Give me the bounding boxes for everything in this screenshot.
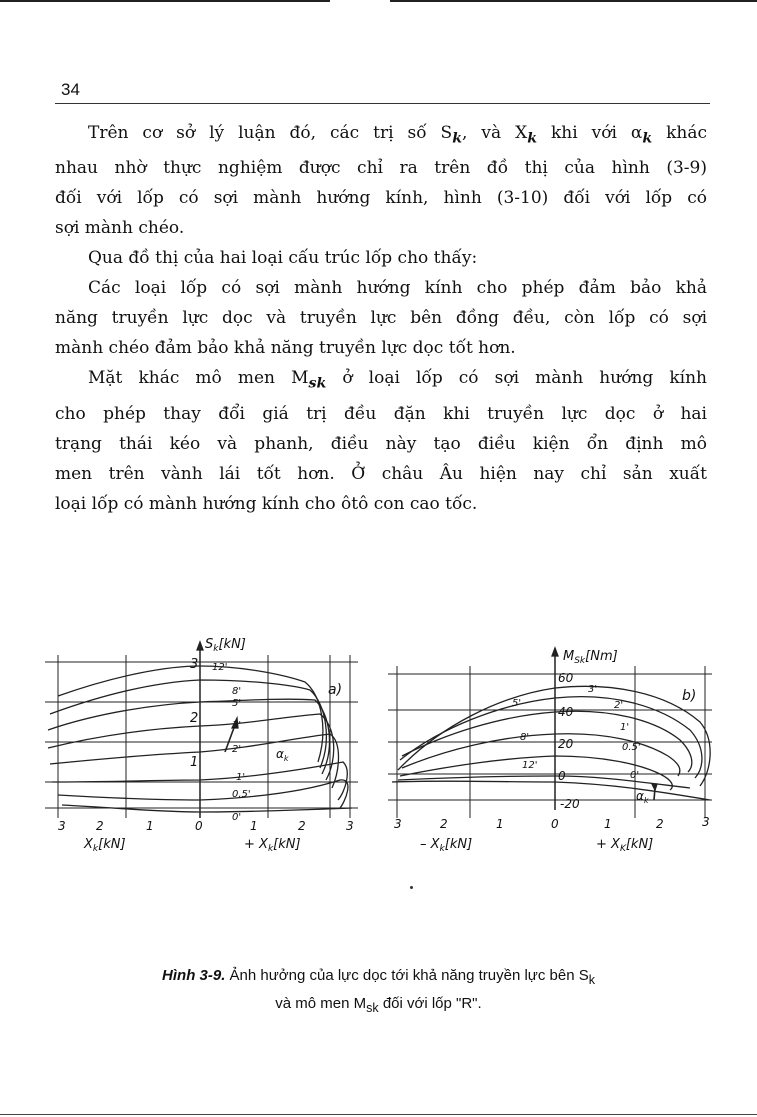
right-curve-label-05: 0.5'	[622, 742, 641, 753]
left-texts	[58, 637, 354, 854]
right-y-label: $M_{Sk}[Nm]$	[563, 649, 618, 666]
right-y-tick-neg20: -20	[560, 797, 580, 811]
right-x-label-right: + $X_K[kN]$	[596, 837, 654, 854]
left-x-tick-3: 3	[58, 819, 66, 833]
left-x-tick-r1: 1	[250, 819, 258, 833]
right-x-tick-1: 1	[496, 817, 504, 831]
header-rule	[55, 103, 710, 104]
right-graph	[388, 648, 712, 818]
right-x-label-left: – $X_k[kN]$	[420, 837, 473, 854]
p1-line-4: sợi mành chéo.	[55, 218, 185, 239]
left-curve-label-5: 5'	[232, 698, 242, 709]
p3-line-3: mành chéo đảm bảo khả năng truyền lực dọc tốt hơn.	[55, 338, 516, 359]
left-x-tick-0: 0	[195, 819, 203, 833]
right-curve-label-1: 1'	[620, 722, 630, 733]
right-y-tick-20: 20	[558, 737, 574, 751]
left-y-arrow	[197, 642, 203, 650]
left-curve-label-8: 8'	[232, 686, 242, 697]
right-y-tick-40: 40	[558, 705, 574, 719]
left-x-tick-r2: 2	[298, 819, 306, 833]
caption-label: Hình 3-9.	[162, 967, 226, 984]
right-x-tick-2: 2	[440, 817, 448, 831]
figure-drawing	[0, 630, 757, 870]
right-y-arrow	[552, 648, 558, 656]
p1-line-2: nhau nhờ thực nghiệm được chỉ ra trên đồ thị của hình (3-9)	[55, 158, 707, 179]
right-curve-label-0: 0'	[630, 770, 640, 781]
left-curve-label-05: 0,5'	[232, 789, 251, 800]
p4-line-3: trạng thái kéo và phanh, điều này tạo điều kiện ổn định mô	[55, 433, 707, 454]
left-y-tick-3: 3	[190, 657, 199, 672]
right-panel-label: b)	[682, 688, 697, 704]
figure-caption	[0, 964, 757, 1020]
page-number: 34	[61, 80, 80, 99]
figure-3-9	[0, 630, 757, 870]
right-y-tick-0: 0	[558, 769, 566, 783]
right-curve-label-3: 3'	[588, 684, 598, 695]
p4-line-5: loại lốp có mành hướng kính cho ôtô con cao tốc.	[55, 493, 478, 514]
left-panel-label: a)	[328, 682, 343, 698]
left-x-label-left: $X_k[kN]$	[84, 837, 126, 854]
left-x-tick-r3: 3	[346, 819, 354, 833]
right-y-tick-60: 60	[558, 671, 574, 685]
p1-line-3: đối với lốp có sợi mành hướng kính, hình (3-10) đối với lốp có	[55, 188, 707, 209]
top-edge-gap	[330, 0, 390, 3]
right-curve-label-8: 8'	[520, 732, 530, 743]
right-x-tick-r3: 3	[702, 815, 710, 829]
p4-line-4: men trên vành lái tốt hơn. Ở châu Âu hiện nay chỉ sản xuất	[55, 463, 707, 484]
left-x-tick-2: 2	[96, 819, 104, 833]
p4-line-2: cho phép thay đổi giá trị đều đặn khi truyền lực dọc ở hai	[55, 403, 707, 424]
left-x-tick-1: 1	[146, 819, 154, 833]
right-curve-label-12: 12'	[522, 760, 538, 771]
left-graph	[45, 642, 358, 818]
left-y-tick-1: 1	[190, 755, 199, 770]
p1-line-1: Trên cơ sở lý luận đó, các trị số $S_k$, và $X_k$ khi với $\alpha_k$ khác	[88, 123, 708, 147]
paragraph-2: Qua đồ thị của hai loại cấu trúc lốp cho thấy:	[88, 248, 478, 269]
left-curve-label-1: 1'	[236, 772, 246, 783]
left-curve-label-2: 2'	[232, 744, 242, 755]
right-x-tick-3: 3	[394, 817, 402, 831]
right-x-tick-r2: 2	[656, 817, 664, 831]
right-texts	[394, 649, 710, 854]
right-curves	[392, 686, 710, 800]
caption-line-1: Hình 3-9. Ảnh hưởng của lực dọc tới khả năng truyền lực bên $S_k$	[162, 967, 595, 987]
paragraph-1	[55, 118, 707, 153]
caption-line-2: và mô men $M_{sk}$ đối với lốp "R".	[275, 995, 482, 1015]
left-curve-label-0: 0'	[232, 812, 242, 823]
right-curve-label-2: 2'	[614, 700, 624, 711]
left-y-label: $S_k[kN]$	[205, 637, 246, 654]
bottom-edge-rule	[0, 1114, 757, 1115]
stray-dot	[410, 886, 413, 889]
p3-line-1: Các loại lốp có sợi mành hướng kính cho phép đảm bảo khả	[88, 278, 707, 299]
left-y-tick-2: 2	[190, 711, 199, 726]
p4-line-1: Mặt khác mô men $M_{sk}$ ở loại lốp có sợi mành hướng kính	[88, 368, 707, 392]
left-curve-label-3: 3'	[232, 720, 242, 731]
left-curve-label-12: 12'	[212, 662, 228, 673]
right-x-tick-0: 0	[551, 817, 559, 831]
p3-line-2: năng truyền lực dọc và truyền lực bên đồng đều, còn lốp có sợi	[55, 308, 707, 329]
left-angle-label: $\alpha_k$	[276, 747, 289, 763]
body-text	[55, 118, 707, 519]
right-x-tick-r1: 1	[604, 817, 612, 831]
left-x-label-right: + $X_k[kN]$	[244, 837, 301, 854]
right-angle-label: $\alpha_k$	[636, 789, 649, 805]
right-curve-label-5: 5'	[512, 698, 522, 709]
